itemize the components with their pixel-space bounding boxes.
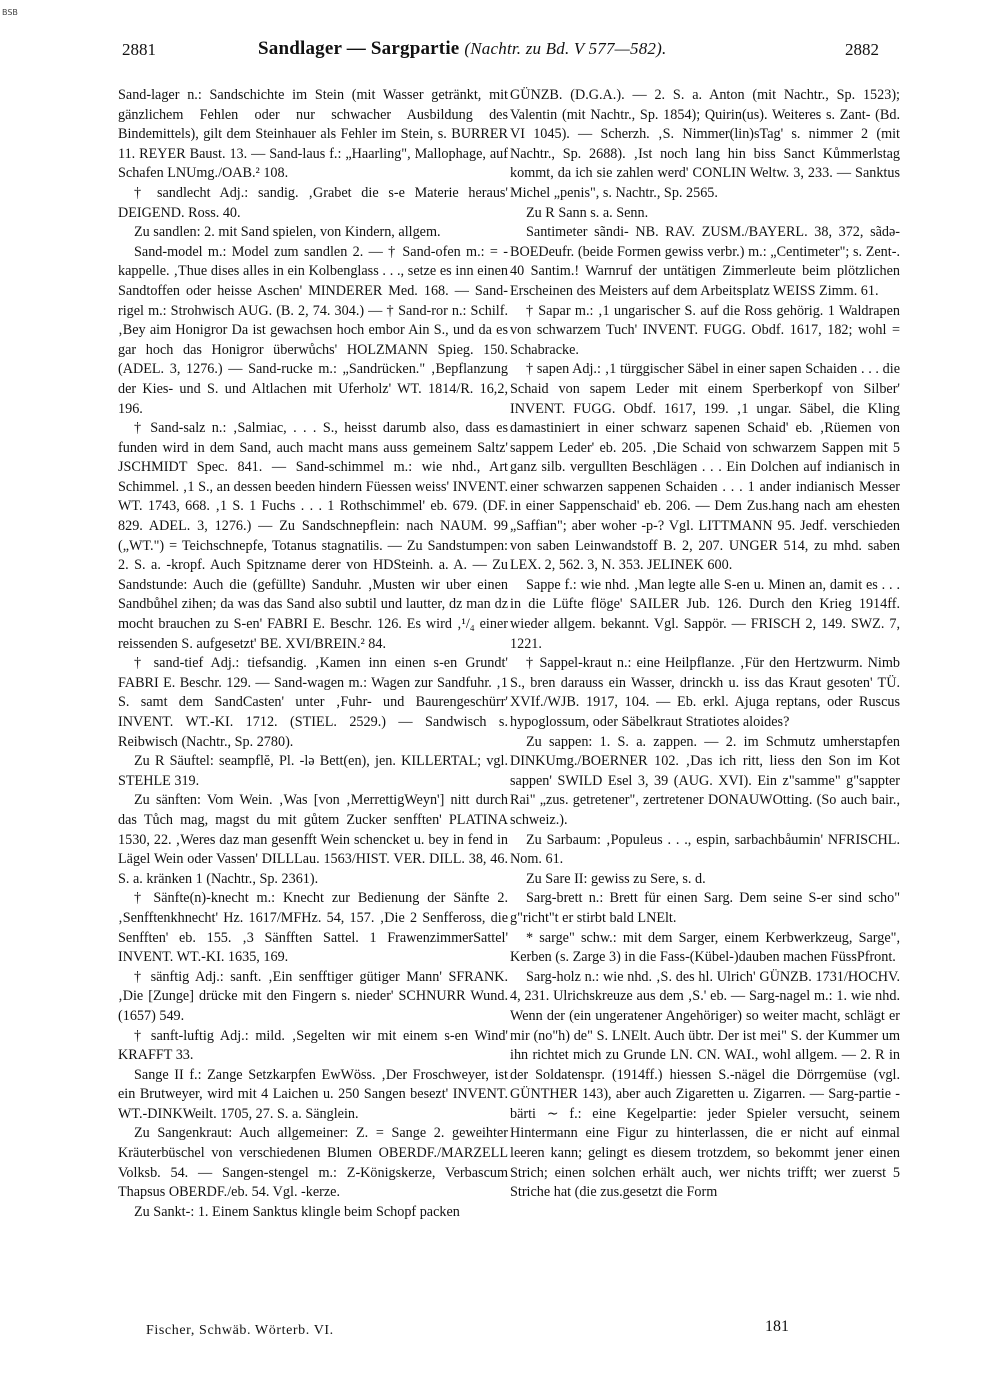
entry-paragraph: † Sand-salz n.: ‚Salmiac, . . . S., heisst darumb also, dass es funden wird in dem Sand, auch macht mans auss gemeinem Saltz' JSCHMIDT Spec. 841. — Sand-schimmel m.: wie nhd., Art Schimmel. ‚1 S., an dessen beeden hindern Füessen weiss' INVENT. WT. 1743, 668. ‚1 S. 1 Fuchs . . . 1 Rothschimmel' eb. 679. (DF. 829. ADEL. 3, 1276.) — Zu Sandschnepflein: nach NAUM. 99 („WT.") = Teichschnepfe, Totanus stagnatilis. — Zu Sandstumpen: 2. S. a. -kropf. Auch Spitzname derer von HDSteinh. a. A. — Zu Sandstunde: Auch die (gefüllte) Sanduhr. ‚Musten wir uber einen Sandbůhel zihen; da was das Sand also subtil und lautter, dz man dz mocht brauchen zu S-en' FABRI E. Beschr. 126. Es wird ‚¹/₄ einer reissenden S. aufgesetzt' BE. XVI/BREIN.² 84. bbox=[118, 420, 508, 652]
entry-paragraph: * sarge" schw.: mit dem Sarger, einem Kerbwerkzeug, Sarge", Kerben (s. Zarge 3) in die Fass-(Kübel-)dauben machen FüssPfront. bbox=[510, 929, 900, 966]
entry-paragraph: GÜNZB. (D.G.A.). — 2. S. a. Anton (mit Nachtr., Sp. 1523); Valentin (mit Nachtr., Sp. 1854); Quirin(us). Weiteres s. Zant- (Bd. VI 1045). — Scherzh. ‚S. Nimmer(lin)sTag' s. nimmer 2 (mit Nachtr., Sp. 2688). ‚Ist noch lang hin biss Sanct Kůmmerlstag kommt, da ich sie zahlen werd' CONLIN Weltw. 3, 233. — Sanktus Michel „penis", s. Nachtr., Sp. 2565. bbox=[510, 87, 900, 201]
running-title bbox=[258, 38, 666, 60]
left-column bbox=[118, 86, 508, 1308]
entry-paragraph: † Sänfte(n)-knecht m.: Knecht zur Bedienung der Sänfte 2. ‚Senfftenkhnecht' Hz. 1617/MFHz. 54, 157. ‚Die 2 Senffeross, die Senfften' eb. 155. ‚3 Sänfften Sattel. 1 FrawenzimmerSattel' INVENT. WT.-KI. 1635, 169. bbox=[118, 890, 508, 966]
footer-sheet-number: 181 bbox=[765, 1318, 789, 1335]
running-title-main: Sandlager — Sargpartie bbox=[258, 38, 460, 59]
entry-paragraph: Sand-model m.: Model zum sandlen 2. — † Sand-ofen m.: = -kappelle. ‚Thue dises alles in ein Kolbenglass . . ., setze es inn einen Sandtoffen oder heisse Aschen' MINDERER Med. 168. — Sand-rigel m.: Strohwisch AUG. (B. 2, 74. 304.) — † Sand-ror n.: Schilf. ‚Bey aim Honigror Da ist gewachsen hoch embor Ain S., und da es gar hoch das Honigror überwůchs' HOLZMANN Spieg. 150. (ADEL. 3, 1276.) — Sand-rucke m.: „Sandrücken." ‚Bepflanzung der Kies- und S. und Altlachen mit Uferholz' WT. 1814/R. 16,2, 196. bbox=[118, 243, 508, 417]
entry-paragraph: Sand-lager n.: Sandschichte im Stein (mit Wasser getränkt, mit gänzlichem Fehlen oder nur schwacher Ausbildung des Bindemittels), gilt dem Steinhauer als Fehler im Stein, s. BURRER 11. REYER Baust. 13. — Sand-laus f.: „Haarling", Mallophage, auf Schafen LNUmg./OAB.² 108. bbox=[118, 87, 508, 182]
entry-paragraph: Santimeter sãndi- NB. RAV. ZUSM./BAYERL. 38, 372, sãdə- BOEDeufr. (beide Formen gewiss verbr.) m.: „Centimeter"; s. Zent-. 40 Santim.! Warnruf der untätigen Zimmerleute beim plötzlichen Erscheinen des Meisters auf dem Arbeitsplatz WEISS Zimm. 61. bbox=[510, 224, 900, 299]
entry-paragraph: Zu Sankt-: 1. Einem Sanktus klingle beim Schopf packen bbox=[134, 1203, 460, 1220]
entry-paragraph: Zu R Sann s. a. Senn. bbox=[526, 204, 649, 221]
entry-paragraph: Sange II f.: Zange Setzkarpfen EwWöss. ‚Der Froschweyer, ist ein Brutweyer, wird mit 4 Laichen u. 250 Sangen besezt' INVENT. WT.-DINKWeilt. 1705, 27. S. a. Sänglein. bbox=[118, 1066, 508, 1122]
entry-paragraph: Zu Sare II: gewiss zu Sere, s. d. bbox=[526, 870, 706, 887]
entry-paragraph: † Sappel-kraut n.: eine Heilpflanze. ‚Für den Hertzwurm. Nimb S., bren darauss ein Wasser, drinckh u. iss das Kraut gesoten' TÜ. XVIf./WJB. 1917, 104. — Eb. erkl. Ajuga reptans, oder Ruscus hypoglossum, oder Säbelkraut Stratiotes aloides? bbox=[510, 655, 900, 730]
entry-paragraph: † sanft-luftig Adj.: mild. ‚Segelten wir mit einem s-en Wind' KRAFFT 33. bbox=[118, 1027, 508, 1064]
entry-paragraph: Sarg-brett n.: Brett für einen Sarg. Dem seine S-er sind scho" g"richt"t er stirbt bald LNElt. bbox=[510, 890, 900, 926]
entry-paragraph: Zu sandlen: 2. mit Sand spielen, von Kindern, allgem. bbox=[134, 224, 441, 241]
entry-paragraph: † Sapar m.: ‚1 ungarischer S. auf die Ross gehörig. 1 Waldrapen von schwarzem Tuch' INVENT. FUGG. Obdf. 1617, 182; wohl = Schabracke. bbox=[510, 302, 900, 358]
entry-paragraph: Sappe f.: wie nhd. ‚Man legte alle S-en u. Minen an, damit es . . . in die Lüfte flöge' SAILER Jub. 126. Durch den Krieg 1914ff. wieder allgem. bekannt. Vgl. Sappör. — FRISCH 2, 149. SWZ. 7, 1221. bbox=[510, 576, 900, 652]
right-column bbox=[510, 86, 900, 1308]
entry-paragraph: † sandlecht Adj.: sandig. ‚Grabet die s-e Materie heraus' DEIGEND. Ross. 40. bbox=[118, 184, 508, 221]
entry-paragraph: Sarg-holz n.: wie nhd. ‚S. des hl. Ulrich' GÜNZB. 1731/HOCHV. 4, 231. Ulrichskreuze aus dem ‚S.' eb. — Sarg-nagel m.: 1. wie nhd. Wenn der (ein ungeratener Angehöriger) so weiter macht, schlägt er mir (no"h) de" S. LNElt. Auch übtr. Der ist mei" S. der Kummer um ihn richtet mich zu Grunde LN. CN. WAI., wohl allgem. — 2. R in der Soldatenspr. (1914ff.) hiessen S.-nägel die Dörrgemüse (vgl. GÜNTHER 143), aber auch Zigaretten u. Zigarren. — Sarg-partie -bärti ∼ f.: eine Kegelpartie: jeder Spieler versucht, seinem Hintermann eine Figur zu hinterlassen, die er nicht auf einmal leeren kann; gelingt es diesem trotzdem, so bekommt jener einen Strich; einen solchen erhält auch, wer nichts trifft; wer zuerst 5 Striche hat (die zus.gesetzt die Form bbox=[510, 968, 900, 1201]
entry-paragraph: † sänftig Adj.: sanft. ‚Ein senfftiger gütiger Mann' SFRANK. ‚Die [Zunge] drücke mit den Fingern s. nieder' SCHNURR Wund. (1657) 549. bbox=[118, 968, 508, 1024]
footer-author: Fischer, Schwäb. Wörterb. VI. bbox=[146, 1323, 334, 1338]
entry-paragraph: Zu Sangenkraut: Auch allgemeiner: Z. = Sange 2. geweihter Kräuterbüschel von verschiedenen Blumen OBERDF./MARZELL Volksb. 54. — Sangen-stengel m.: Z-Königskerze, Verbascum Thapsus OBERDF./eb. 54. Vgl. -kerze. bbox=[118, 1125, 508, 1201]
page-number-right: 2882 bbox=[845, 40, 879, 59]
entry-paragraph: Zu sänften: Vom Wein. ‚Was [von ‚MerrettigWeyn'] nitt durch das Tůch mag, magst du mit gůtem Zucker senfften' PLATINA 1530, 22. ‚Weres daz man gesenfft Wein schencket u. bey in fend in Lägel Wein oder Vassen' DILLLau. 1563/HIST. VER. DILL. 38, 46. S. a. kränken 1 (Nachtr., Sp. 2361). bbox=[118, 792, 508, 887]
page-header bbox=[0, 40, 1000, 70]
library-stamp: BSB bbox=[2, 8, 18, 17]
entry-paragraph: Zu R Säuftel: seampflĕ, Pl. -lə Bett(en), jen. KILLERTAL; vgl. STEHLE 319. bbox=[118, 753, 508, 789]
entry-paragraph: † sand-tief Adj.: tiefsandig. ‚Kamen inn einen s-en Grundt' FABRI E. Beschr. 129. — Sand-wagen m.: Wagen zur Sandfuhr. ‚1 S. samt dem SandCasten' unter ‚Fuhr- und Baurengeschürr' INVENT. WT.-KI. 1712. (STIEL. 2529.) — Sandwisch s. Reibwisch (Nachtr., Sp. 2780). bbox=[118, 655, 508, 750]
entry-paragraph: † sapen Adj.: ‚1 türggischer Säbel in einer sapen Schaiden . . . die Schaid von sapem Leder mit einem Sperberkopf von Silber' INVENT. FUGG. Obdf. 1617, 199. ‚1 ungar. Säbel, die Kling damastiniert in einer schwarz sapenen Schaid' eb. ‚Rüemen von sappem Leder' eb. 205. ‚Die Schaid von schwarzem Sappen mit 5 ganz silb. vergullten Beschlägen . . . Ein Dolchen auf indianisch in einer schwarzen sappenen Schaiden . . . 1 ander indianisch Messer in einer Sappenschaid' eb. 206. — Dem Zus.hang nach am ehesten „Saffian"; aber woher -p-? Vgl. LITTMANN 95. Jedf. verschieden von saben Leinwandstoff B. 2, 207. UNGER 514, zu mhd. saben LEX. 2, 562. 3, N. 353. JELINEK 600. bbox=[510, 361, 900, 574]
entry-paragraph: Zu Sarbaum: ‚Populeus . . ., espin, sarbachbåumin' NFRISCHL. Nom. 61. bbox=[510, 831, 900, 868]
running-title-sub: (Nachtr. zu Bd. V 577—582). bbox=[464, 39, 667, 58]
entry-paragraph: Zu sappen: 1. S. a. zappen. — 2. im Schmutz umherstapfen DINKUmg./BOERNER 102. ‚Das ich ritt, liess den Son im Kot sappen' SWILD Esel 3, 39 (AUG. XVI). Ein z"samme" g"sappter Rai" „zus. getretener", zertretener DONAUWOtting. (So auch bair., schweiz.). bbox=[510, 733, 900, 828]
page-number-left: 2881 bbox=[122, 40, 156, 59]
